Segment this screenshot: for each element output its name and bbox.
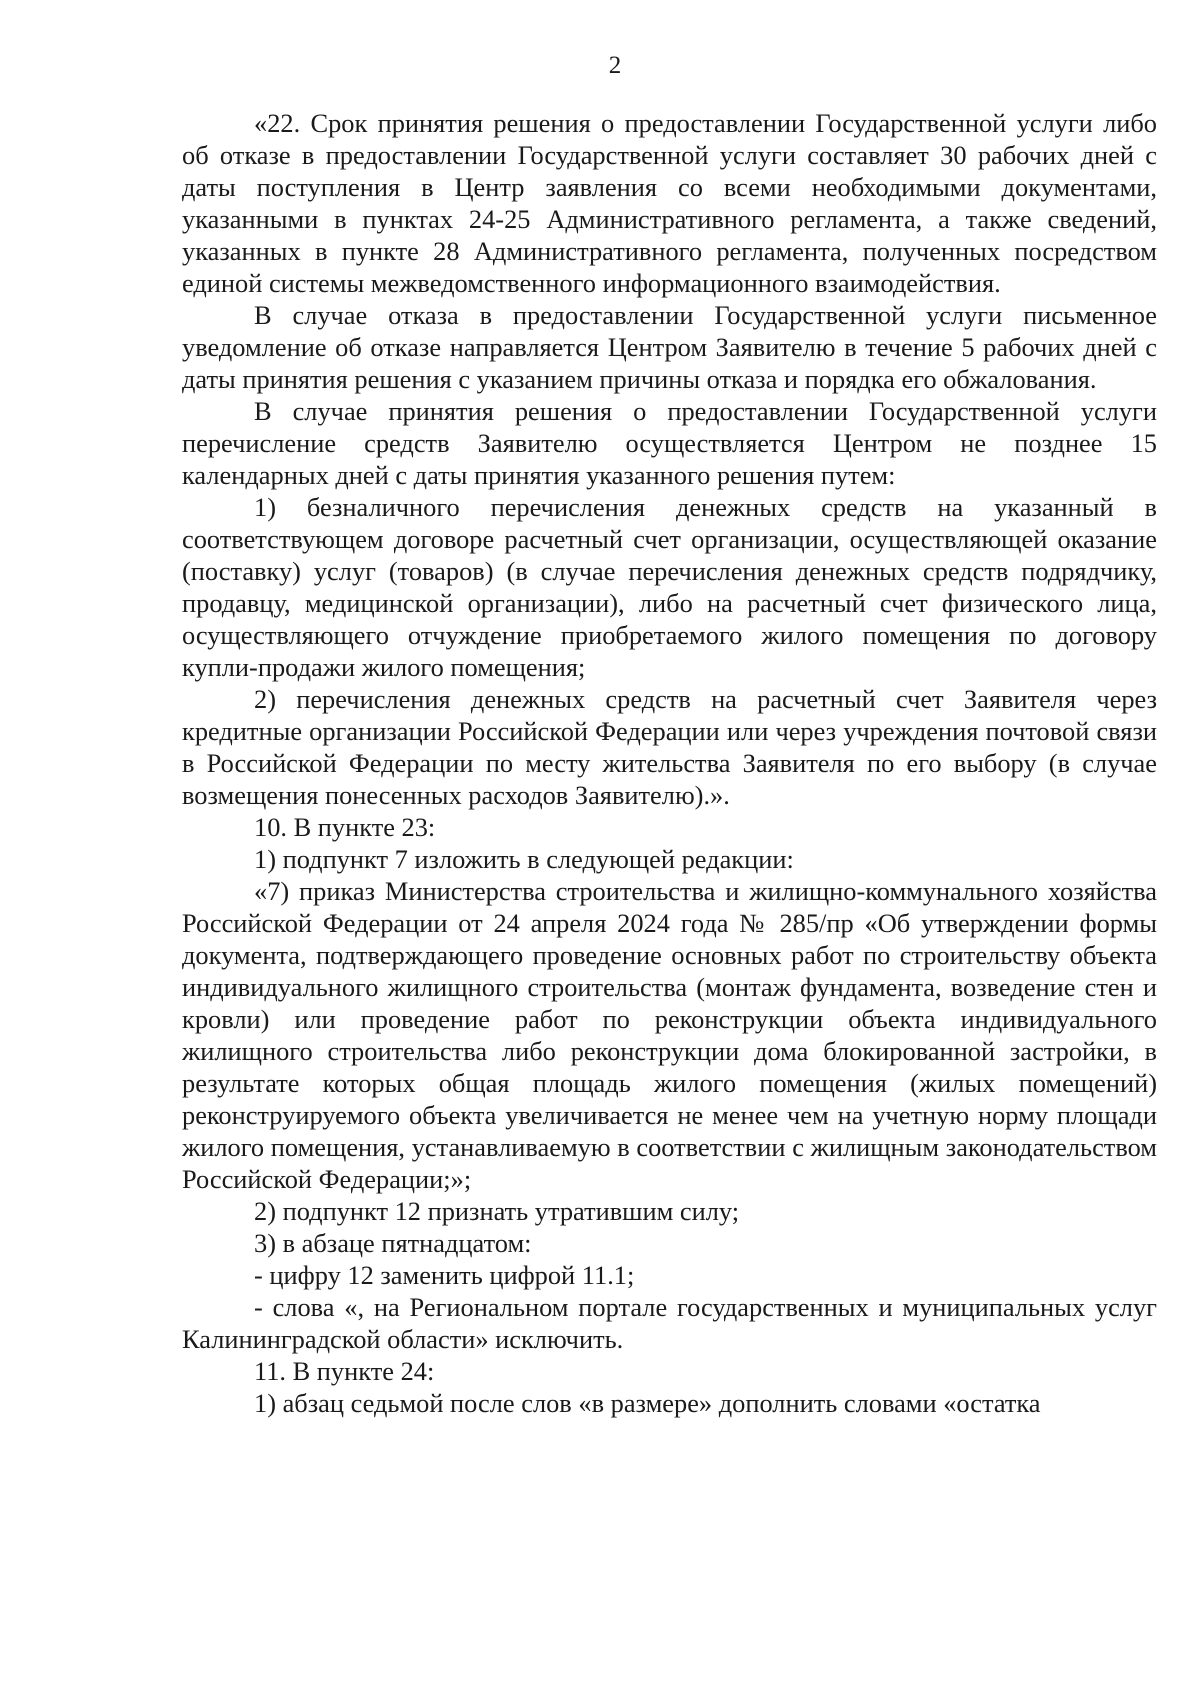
document-body: [182, 107, 1157, 1419]
paragraph-item-10-sub-2: 2) подпункт 12 признать утратившим силу;: [254, 1196, 740, 1226]
paragraph-item-11-sub-1: 1) абзац седьмой после слов «в размере» дополнить словами «остатка: [254, 1388, 1041, 1418]
paragraph-item-10-sub-3: 3) в абзаце пятнадцатом:: [254, 1228, 532, 1258]
paragraph-new-subclause-7: «7) приказ Министерства строительства и жилищно-коммунального хозяйства Российской Федерации от 24 апреля 2024 года № 285/пр «Об утверждении формы документа, подтверждающего проведение основных работ по строительству объекта индивидуального жилищного строительства (монтаж фундамента, возведение стен и кровли) или проведение работ по реконструкции объекта индивидуального жилищного строительства либо реконструкции дома блокированной застройки, в результате которых общая площадь жилого помещения (жилых помещений) реконструируемого объекта увеличивается не менее чем на учетную норму площади жилого помещения, устанавливаемую в соответствии с жилищным законодательством Российской Федерации;»;: [182, 876, 1157, 1194]
paragraph-item-10: 10. В пункте 23:: [254, 812, 436, 842]
paragraph-transfer-option-1: 1) безналичного перечисления денежных средств на указанный в соответствующем договоре расчетный счет организации, осуществляющей оказание (поставку) услуг (товаров) (в случае перечисления денежных средств подрядчику, продавцу, медицинской организации), либо на расчетный счет физического лица, осуществляющего отчуждение приобретаемого жилого помещения по договору купли-продажи жилого помещения;: [182, 492, 1157, 682]
paragraph-refusal-notice: В случае отказа в предоставлении Государственной услуги письменное уведомление об отказе направляется Центром Заявителю в течение 5 рабочих дней с даты принятия решения с указанием причины отказа и порядка его обжалования.: [182, 300, 1157, 394]
paragraph-item-11: 11. В пункте 24:: [254, 1356, 435, 1386]
paragraph-transfer-option-2: 2) перечисления денежных средств на расчетный счет Заявителя через кредитные организации Российской Федерации или через учреждения почтовой связи в Российской Федерации по месту жительства Заявителя по его выбору (в случае возмещения понесенных расходов Заявителю).».: [182, 684, 1157, 810]
paragraph-item-10-sub-1: 1) подпункт 7 изложить в следующей редакции:: [254, 844, 794, 874]
paragraph-remove-words: - слова «, на Региональном портале государственных и муниципальных услуг Калининградской области» исключить.: [182, 1292, 1157, 1354]
paragraph-replace-number: - цифру 12 заменить цифрой 11.1;: [254, 1260, 635, 1290]
paragraph-transfer-terms: В случае принятия решения о предоставлении Государственной услуги перечисление средств Заявителю осуществляется Центром не позднее 15 календарных дней с даты принятия указанного решения путем:: [182, 396, 1157, 490]
paragraph-clause-22: «22. Срок принятия решения о предоставлении Государственной услуги либо об отказе в предоставлении Государственной услуги составляет 30 рабочих дней с даты поступления в Центр заявления со всеми необходимыми документами, указанными в пунктах 24-25 Административного регламента, а также сведений, указанных в пункте 28 Административного регламента, полученных посредством единой системы межведомственного информационного взаимодействия.: [182, 108, 1157, 298]
page-number: 2: [608, 52, 622, 79]
